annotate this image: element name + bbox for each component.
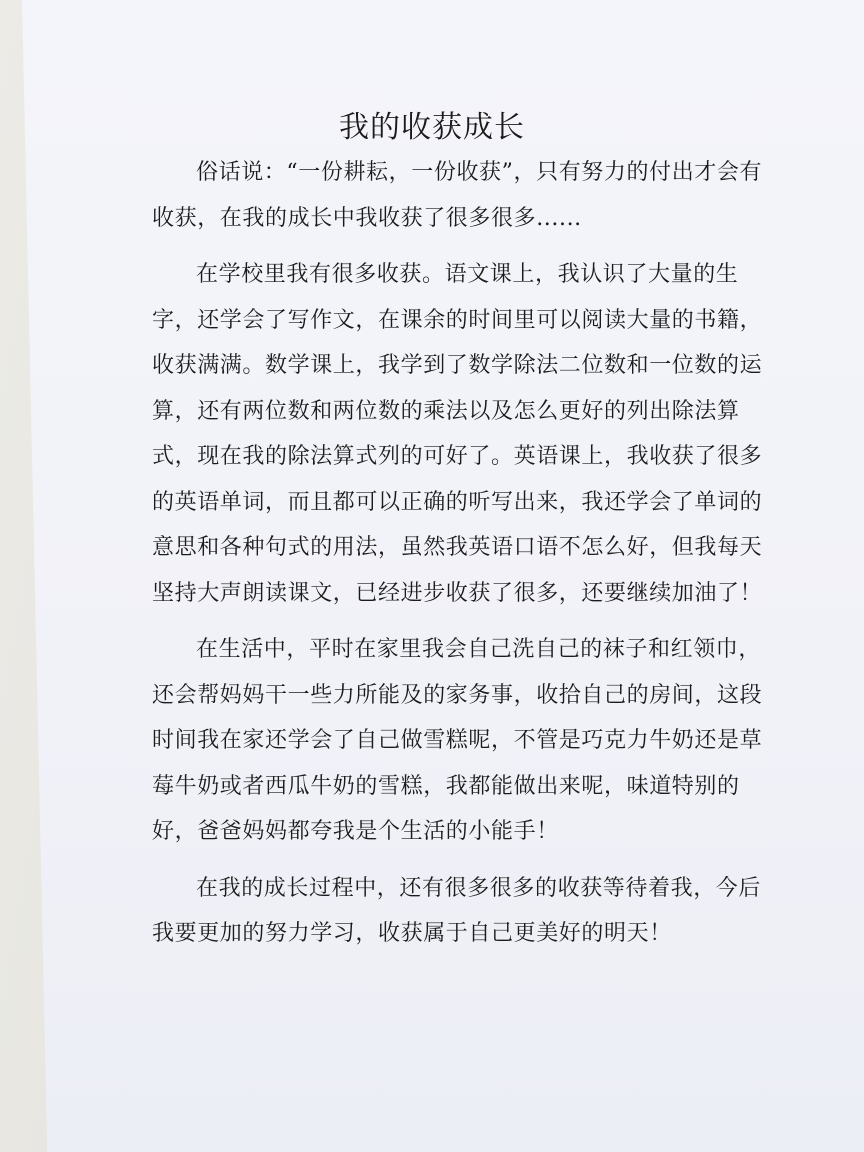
paragraph-2: 在学校里我有很多收获。语文课上，我认识了大量的生字，还学会了写作文，在课余的时间里可以阅读大量的书籍，收获满满。数学课上，我学到了数学除法二位数和一位数的运算，还有两位数和两位数的乘法以及怎么更好的列出除法算式，现在我的除法算式列的可好了。英语课上，我收获了很多的英语单词，而且都可以正确的听写出来，我还学会了单词的意思和各种句式的用法，虽然我英语口语不怎么好，但我每天坚持大声朗读课文，已经进步收获了很多，还要继续加油了！ — [152, 262, 763, 606]
paragraph-3: 在生活中，平时在家里我会自己洗自己的袜子和红领巾，还会帮妈妈干一些力所能及的家务事，收拾自己的房间，这段时间我在家还学会了自己做雪糕呢，不管是巧克力牛奶还是草莓牛奶或者西瓜牛奶的雪糕，我都能做出来呢，味道特别的好，爸爸妈妈都夸我是个生活的小能手！ — [152, 637, 763, 844]
paragraph-4: 在我的成长过程中，还有很多很多的收获等待着我，今后我要更加的努力学习，收获属于自己更美好的明天！ — [152, 875, 762, 946]
essay-body — [152, 150, 774, 968]
paragraph-1: 俗话说：“一份耕耘，一份收获”，只有努力的付出才会有收获，在我的成长中我收获了很多很多...... — [152, 160, 763, 231]
page-title: 我的收获成长 — [339, 110, 525, 146]
